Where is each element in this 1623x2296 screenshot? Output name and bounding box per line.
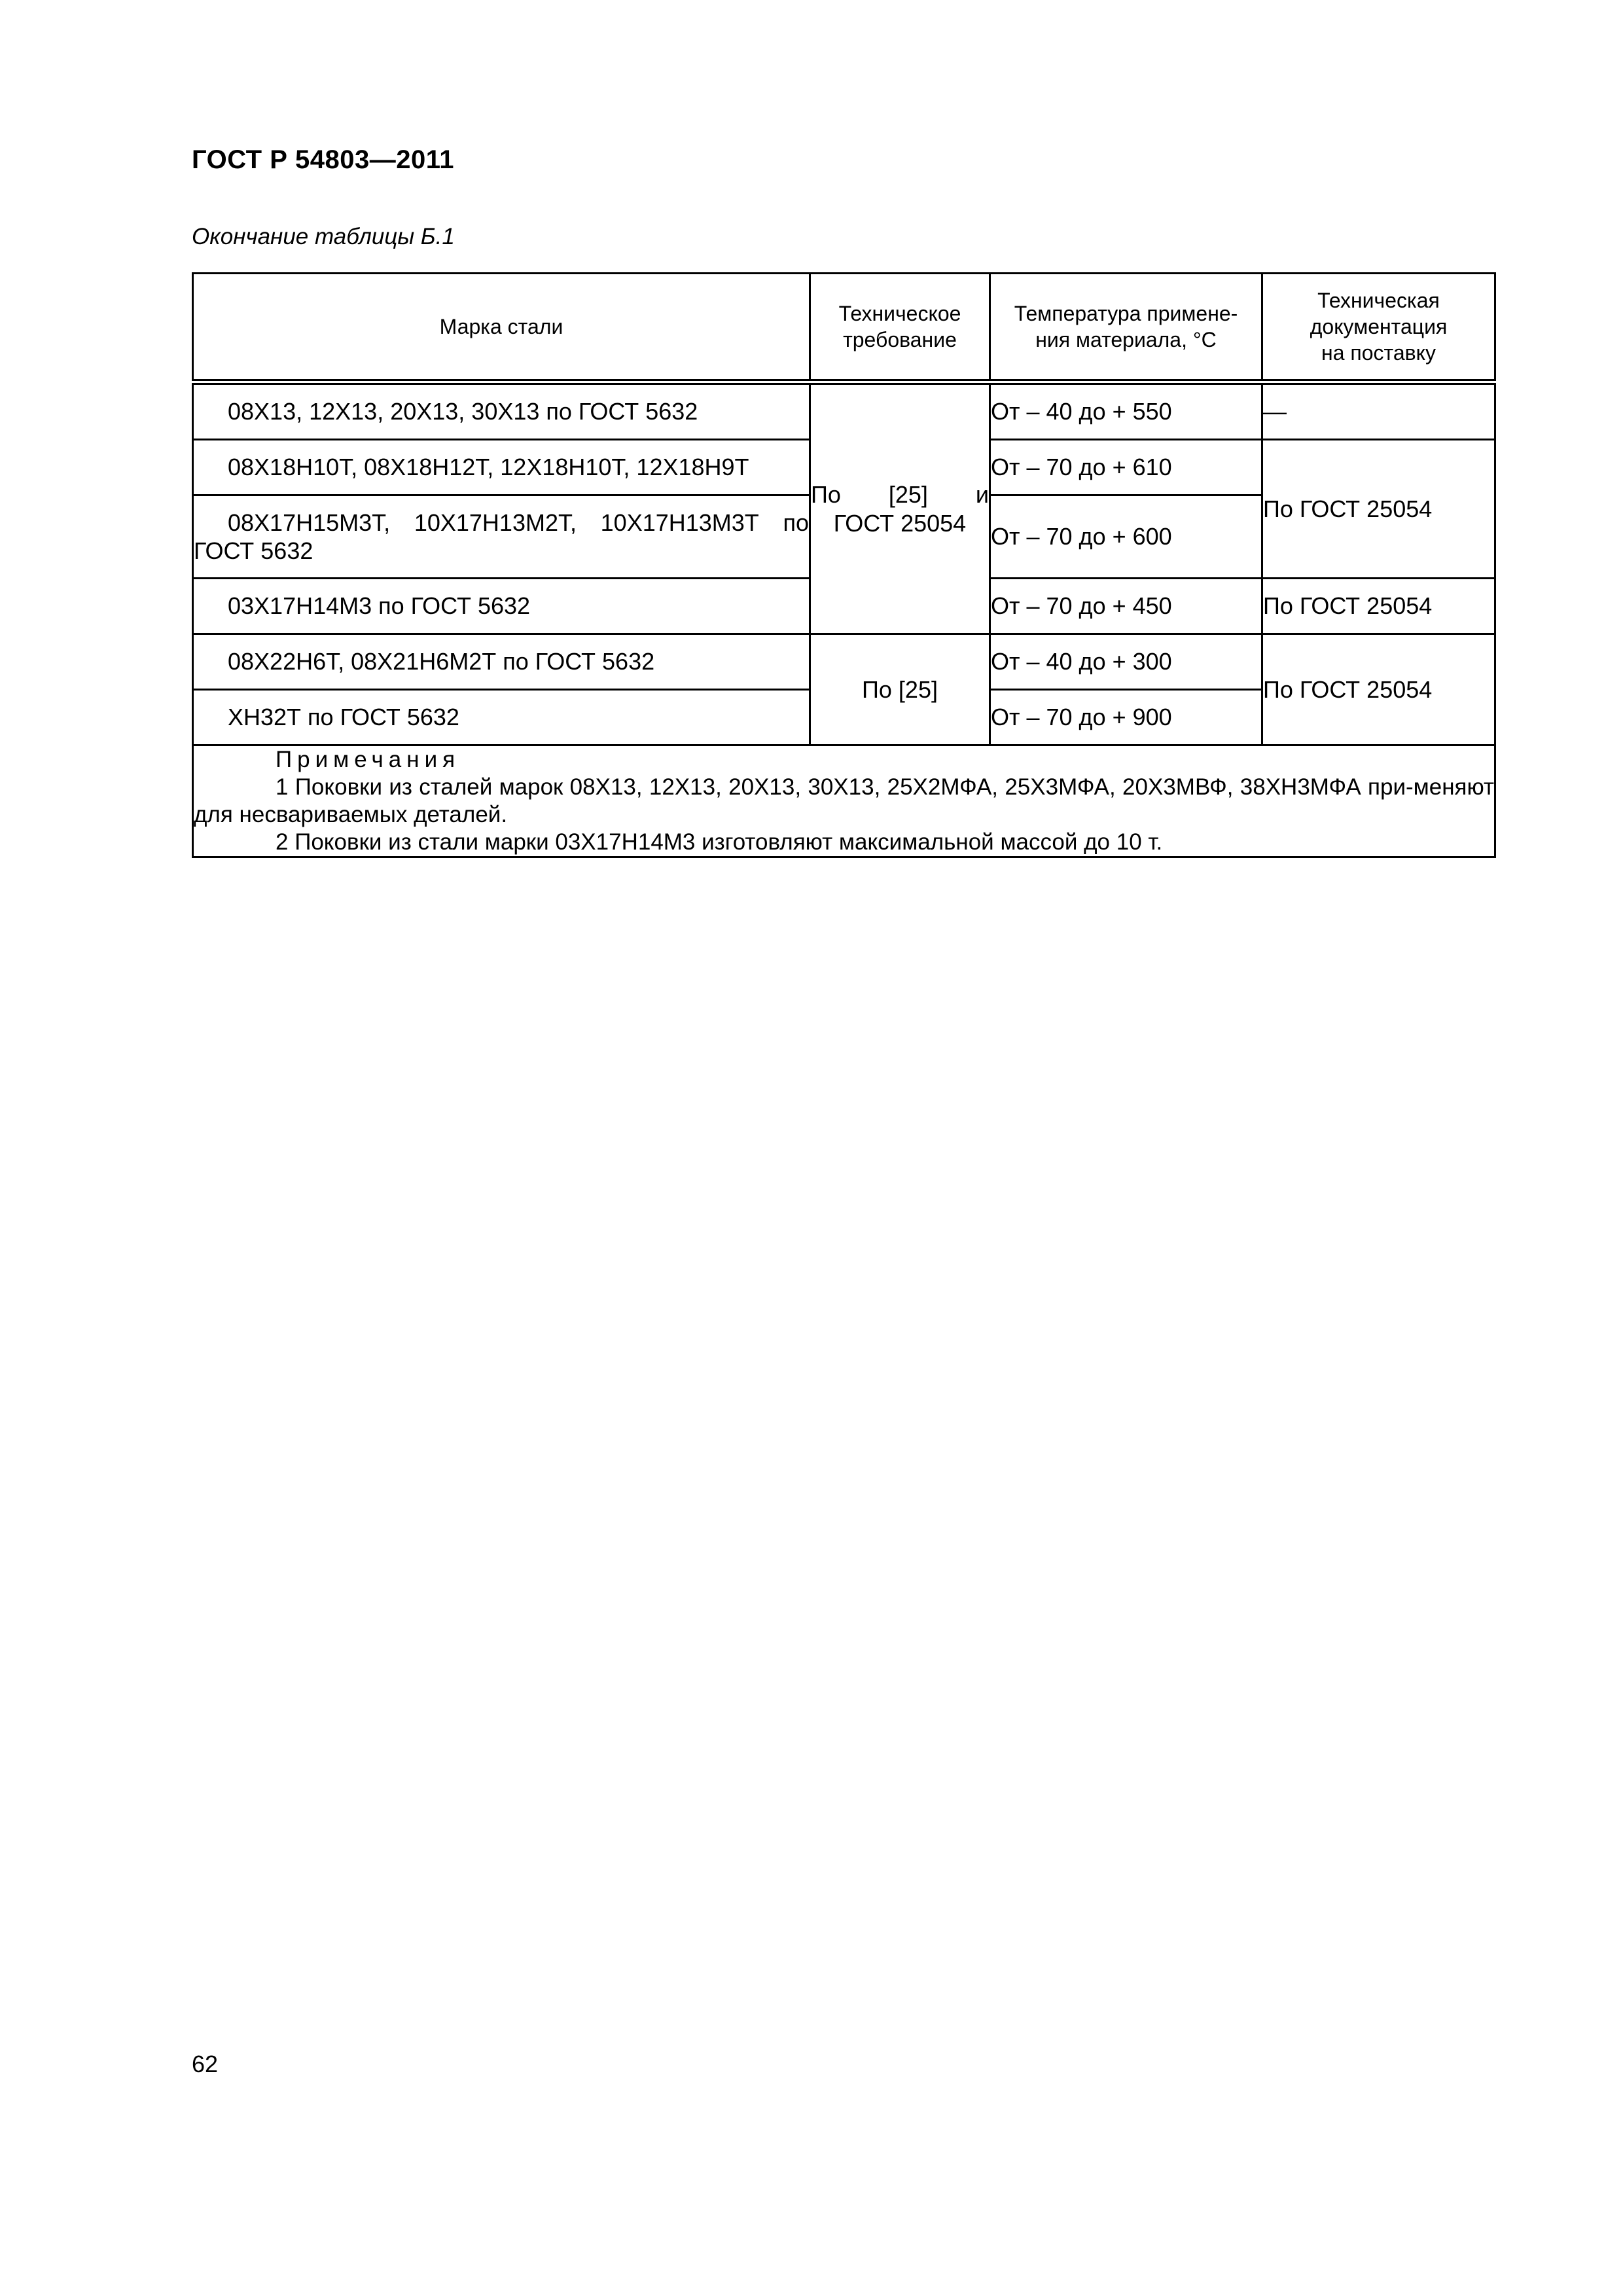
table-header-row bbox=[193, 274, 1495, 382]
documentation-cell: По ГОСТ 25054 bbox=[1262, 634, 1495, 745]
header-documentation-line2: документация bbox=[1310, 315, 1448, 338]
temperature-cell: От – 70 до + 600 bbox=[990, 495, 1262, 579]
header-temperature-line2: ния материала, °С bbox=[1035, 328, 1217, 351]
steel-grade-text: 08Х22Н6Т, 08Х21Н6М2Т по ГОСТ 5632 bbox=[228, 648, 655, 675]
temperature-cell: От – 70 до + 900 bbox=[990, 690, 1262, 745]
table-caption: Окончание таблицы Б.1 bbox=[192, 224, 455, 249]
steel-grade-text: 08Х13, 12Х13, 20Х13, 30Х13 по ГОСТ 5632 bbox=[228, 398, 698, 425]
header-documentation-line3: на поставку bbox=[1321, 341, 1436, 365]
table-notes-row bbox=[193, 745, 1495, 857]
header-temperature bbox=[990, 274, 1262, 382]
header-technical-requirement-line1: Техническое bbox=[838, 302, 961, 325]
notes-cell bbox=[193, 745, 1495, 857]
steel-grade-text: ХН32Т по ГОСТ 5632 bbox=[228, 704, 459, 731]
steel-grade-cell bbox=[193, 690, 810, 745]
temperature-cell: От – 70 до + 450 bbox=[990, 579, 1262, 634]
steel-grade-text: 08Х17Н15М3Т, 10Х17Н13М2Т, 10Х17Н13М3Т по ГОСТ 5632 bbox=[194, 509, 809, 564]
technical-requirement-cell: По [25] bbox=[810, 634, 990, 745]
temperature-cell: От – 40 до + 300 bbox=[990, 634, 1262, 690]
steel-grade-cell bbox=[193, 634, 810, 690]
note-item: 2 Поковки из стали марки 03Х17Н14М3 изготовляют максимальной массой до 10 т. bbox=[276, 829, 1163, 855]
requirement-line2: ГОСТ 25054 bbox=[833, 509, 967, 537]
steel-grade-text: 03Х17Н14М3 по ГОСТ 5632 bbox=[228, 592, 531, 620]
temperature-cell: От – 70 до + 610 bbox=[990, 440, 1262, 495]
note-item: 1 Поковки из сталей марок 08Х13, 12Х13, 20Х13, 30Х13, 25Х2МФА, 25Х3МФА, 20Х3МВФ, 38ХН3МФА при-меняют для несвариваемых деталей. bbox=[194, 774, 1494, 827]
requirement-line1: По [25] и bbox=[811, 481, 989, 509]
technical-requirement-cell bbox=[810, 382, 990, 634]
steel-grade-cell bbox=[193, 382, 810, 440]
steel-grade-cell bbox=[193, 579, 810, 634]
header-delivery-documentation bbox=[1262, 274, 1495, 382]
header-technical-requirement-line2: требование bbox=[843, 328, 957, 351]
document-header: ГОСТ Р 54803—2011 bbox=[192, 145, 454, 174]
header-temperature-line1: Температура примене- bbox=[1014, 302, 1238, 325]
documentation-cell: По ГОСТ 25054 bbox=[1262, 579, 1495, 634]
temperature-cell: От – 40 до + 550 bbox=[990, 382, 1262, 440]
page-number: 62 bbox=[192, 2051, 219, 2077]
header-technical-requirement bbox=[810, 274, 990, 382]
table-row bbox=[193, 634, 1495, 690]
steel-grades-table bbox=[192, 272, 1496, 858]
notes-title: Примечания bbox=[276, 747, 461, 772]
header-steel-grade: Марка стали bbox=[193, 274, 810, 382]
header-documentation-line1: Техническая bbox=[1317, 289, 1440, 312]
table-row bbox=[193, 382, 1495, 440]
steel-grade-cell bbox=[193, 495, 810, 579]
documentation-cell: По ГОСТ 25054 bbox=[1262, 440, 1495, 579]
steel-grade-cell bbox=[193, 440, 810, 495]
steel-grade-text: 08Х18Н10Т, 08Х18Н12Т, 12Х18Н10Т, 12Х18Н9Т bbox=[228, 454, 749, 481]
documentation-cell: — bbox=[1262, 382, 1495, 440]
